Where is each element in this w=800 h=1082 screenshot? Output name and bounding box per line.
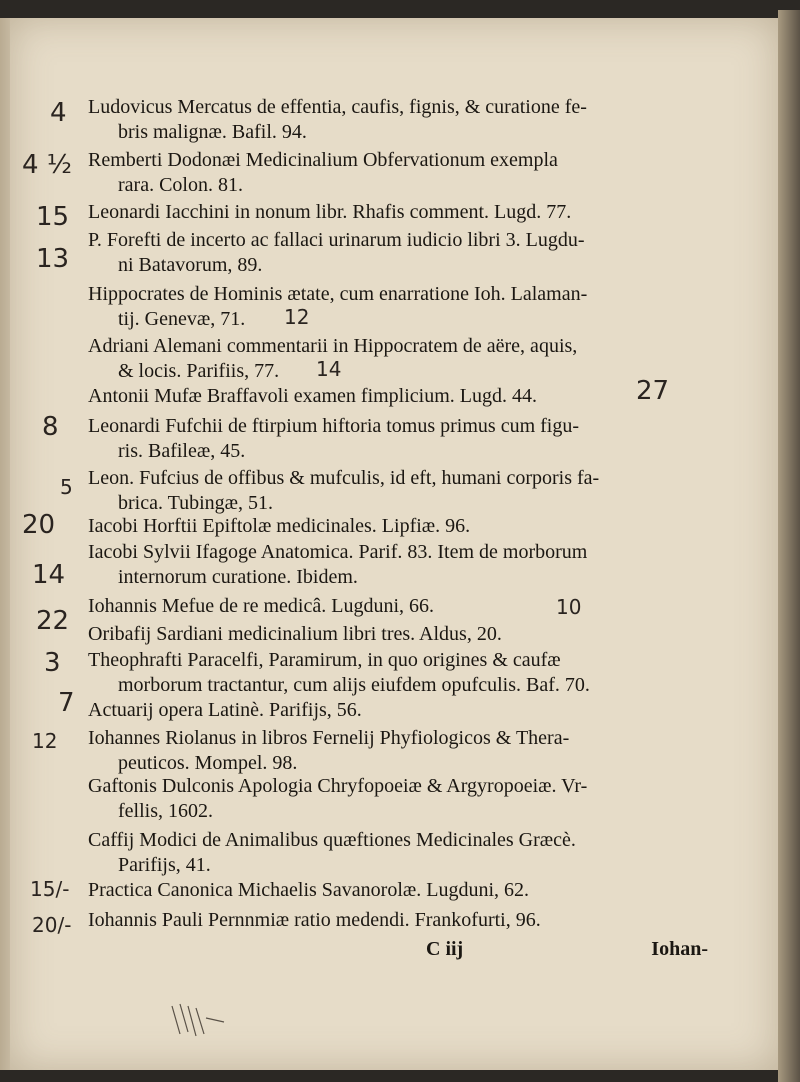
entry-line: Theophrafti Paracelfi, Paramirum, in quo origines & caufæ: [88, 649, 561, 671]
catalog-entry: [88, 594, 708, 619]
catalog-entry: [88, 540, 708, 590]
page-footer: [88, 938, 708, 964]
catalog-entry: [88, 648, 708, 698]
entry-line: tij. Genevæ, 71.: [118, 308, 246, 330]
catalog-entry: [88, 228, 708, 278]
handwritten-margin-mark: 22: [36, 606, 70, 636]
entry-line: Leon. Fufcius de offibus & mufculis, id eft, humani corporis fa-: [88, 467, 600, 489]
entry-line: fellis, 1602.: [118, 800, 213, 822]
handwritten-margin-mark: 5: [60, 475, 73, 499]
handwritten-margin-mark: 8: [42, 412, 59, 442]
handwritten-margin-mark: 7: [58, 688, 75, 718]
entry-line: Iacobi Sylvii Ifagoge Anatomica. Parif. 83. Item de morborum: [88, 541, 588, 563]
catalog-entry: [88, 726, 708, 776]
entry-line: Iohannis Mefue de re medicâ. Lugduni, 66.: [88, 595, 435, 617]
entry-line: Leonardi Fufchii de ftirpium hiftoria tomus primus cum figu-: [88, 415, 580, 437]
entry-line: Iohannis Pauli Pernnmiæ ratio medendi. Frankofurti, 96.: [88, 909, 541, 931]
entry-line: Iohannes Riolanus in libros Fernelij Phyfiologicos & Thera-: [88, 727, 570, 749]
handwritten-margin-mark: 14: [32, 560, 66, 590]
entry-line: Adriani Alemani commentarii in Hippocratem de aëre, aquis,: [88, 335, 578, 357]
entry-line: Ludovicus Mercatus de effentia, caufis, fignis, & curatione fe-: [88, 96, 587, 118]
entry-line: Practica Canonica Michaelis Savanorolæ. Lugduni, 62.: [88, 879, 530, 901]
page-edge: [778, 10, 800, 1082]
entry-line: ris. Bafileæ, 45.: [118, 440, 246, 462]
handwritten-margin-mark: 20: [22, 510, 56, 540]
signature-mark: C iij: [426, 938, 464, 960]
handwritten-inline-mark: 14: [316, 357, 342, 381]
catalog-entry: [88, 200, 708, 225]
entry-line: morborum tractantur, cum alijs eiufdem opufculis. Baf. 70.: [118, 674, 590, 696]
entry-line: internorum curatione. Ibidem.: [118, 566, 358, 588]
handwritten-margin-mark: 12: [32, 729, 58, 753]
entry-line: Parifijs, 41.: [118, 854, 211, 876]
entry-line: bris malignæ. Bafil. 94.: [118, 121, 307, 143]
entry-line: Gaftonis Dulconis Apologia Chryfopoeiæ & Argyropoeiæ. Vr-: [88, 775, 588, 797]
entry-line: P. Forefti de incerto ac fallaci urinarum iudicio libri 3. Lugdu-: [88, 229, 585, 251]
catalog-entry: [88, 698, 708, 723]
catalog-entry: [88, 622, 708, 647]
catalog-entry: [88, 95, 708, 145]
catalog-entry: [88, 908, 708, 933]
entry-line: Iacobi Horftii Epiftolæ medicinales. Lipfiæ. 96.: [88, 515, 471, 537]
catalog-entry: [88, 334, 708, 384]
catalog-entry: [88, 466, 708, 516]
entry-line: rara. Colon. 81.: [118, 174, 243, 196]
handwritten-margin-mark: 20/-: [32, 913, 72, 937]
entry-line: Leonardi Iacchini in nonum libr. Rhafis comment. Lugd. 77.: [88, 201, 572, 223]
entry-line: Actuarij opera Latinè. Parifijs, 56.: [88, 699, 362, 721]
handwritten-margin-mark: 15: [36, 202, 70, 232]
handwritten-inline-mark: 12: [284, 305, 310, 329]
catalog-entry: [88, 384, 708, 409]
catalog-entry: [88, 514, 708, 539]
handwritten-inline-mark: 27: [636, 376, 670, 406]
catalog-entry: [88, 414, 708, 464]
entry-line: Remberti Dodonæi Medicinalium Obfervationum exempla: [88, 149, 558, 171]
catchword: Iohan-: [651, 938, 708, 960]
catalog-entry: [88, 282, 708, 332]
handwritten-margin-mark: 13: [36, 244, 70, 274]
entry-line: ni Batavorum, 89.: [118, 254, 263, 276]
entry-line: Oribafij Sardiani medicinalium libri tres. Aldus, 20.: [88, 623, 502, 645]
handwritten-inline-mark: 10: [556, 595, 582, 619]
entry-line: Caffij Modici de Animalibus quæftiones Medicinales Græcè.: [88, 829, 576, 851]
handwritten-margin-mark: 4 ½: [22, 150, 73, 180]
entry-line: peuticos. Mompel. 98.: [118, 752, 298, 774]
catalog-entry: [88, 774, 708, 824]
catalog-entry: [88, 148, 708, 198]
entry-line: brica. Tubingæ, 51.: [118, 492, 274, 514]
catalog-entry: [88, 828, 708, 878]
handwritten-margin-mark: 3: [44, 648, 61, 678]
entry-line: Hippocrates de Hominis ætate, cum enarratione Ioh. Lalaman-: [88, 283, 588, 305]
entry-line: & locis. Parifiis, 77.: [118, 360, 280, 382]
pencil-scribble: [168, 1000, 228, 1040]
handwritten-margin-mark: 15/-: [30, 877, 70, 901]
catalog-entry: [88, 878, 708, 903]
handwritten-margin-mark: 4: [50, 98, 67, 128]
entry-line: Antonii Mufæ Braffavoli examen fimplicium. Lugd. 44.: [88, 385, 538, 407]
